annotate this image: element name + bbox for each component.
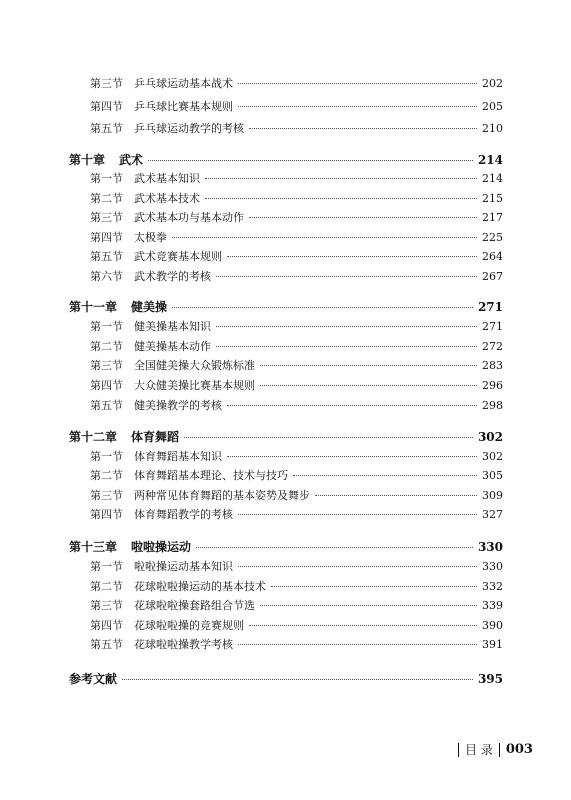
toc-entry-number: 第一节 xyxy=(90,320,123,333)
toc-entry-page: 205 xyxy=(482,100,503,113)
dot-leader xyxy=(205,178,477,179)
toc-entry-page: 214 xyxy=(477,153,503,167)
toc-entry-number: 第四节 xyxy=(90,100,123,113)
dot-leader xyxy=(216,346,477,347)
toc-section xyxy=(90,338,503,354)
page-footer xyxy=(452,741,533,758)
toc-entry-number: 第十章 xyxy=(69,153,106,167)
toc-chapter xyxy=(69,151,503,168)
dot-leader xyxy=(249,625,477,626)
toc-entry-page: 264 xyxy=(482,250,503,263)
dot-leader xyxy=(184,437,473,438)
toc-entry-title: 健美操教学的考核 xyxy=(134,399,222,412)
toc-references xyxy=(69,670,503,687)
dot-leader xyxy=(172,237,477,238)
toc-entry-title: 花球啦啦操运动的基本技术 xyxy=(134,580,266,593)
toc-section xyxy=(90,506,503,522)
toc-entry-number: 第二节 xyxy=(90,340,123,353)
toc-entry-number: 第一节 xyxy=(90,172,123,185)
toc-entry-number: 第四节 xyxy=(90,508,123,521)
toc-chapter xyxy=(69,428,503,445)
toc-entry-title: 乒乓球比赛基本规则 xyxy=(134,100,233,113)
toc-entry-title: 乒乓球运动基本战术 xyxy=(134,77,233,90)
toc-entry-number: 第五节 xyxy=(90,399,123,412)
toc-section xyxy=(90,448,503,464)
toc-section xyxy=(90,578,503,594)
toc-chapter xyxy=(69,538,503,555)
dot-leader xyxy=(122,679,473,680)
toc-entry-title: 健美操基本知识 xyxy=(134,320,211,333)
toc-entry-number: 第二节 xyxy=(90,580,123,593)
toc-entry-page: 330 xyxy=(477,540,503,554)
toc-entry-page: 272 xyxy=(482,340,503,353)
footer-page-number: 003 xyxy=(505,742,533,757)
toc-entry-page: 267 xyxy=(482,270,503,283)
toc-entry-title: 武术教学的考核 xyxy=(134,270,211,283)
toc-section xyxy=(90,209,503,225)
toc-entry-number: 第三节 xyxy=(90,599,123,612)
toc-entry-title: 武术基本技术 xyxy=(134,192,200,205)
toc-section xyxy=(90,597,503,613)
toc-entry-page: 298 xyxy=(482,399,503,412)
toc-entry-title: 体育舞蹈 xyxy=(131,430,180,444)
dot-leader xyxy=(148,160,473,161)
footer-label: 目 录 xyxy=(465,743,493,757)
toc-entry-page: 296 xyxy=(482,379,503,392)
toc-entry-number: 第五节 xyxy=(90,638,123,651)
toc-entry-number: 第五节 xyxy=(90,250,123,263)
dot-leader xyxy=(205,198,477,199)
toc-entry-title: 武术竞赛基本规则 xyxy=(134,250,222,263)
dot-leader xyxy=(238,106,477,107)
toc-entry-title: 体育舞蹈基本知识 xyxy=(134,450,222,463)
toc-entry-title: 体育舞蹈教学的考核 xyxy=(134,508,233,521)
toc-entry-page: 214 xyxy=(482,172,503,185)
dot-leader xyxy=(271,586,477,587)
toc-section xyxy=(90,318,503,334)
dot-leader xyxy=(238,514,477,515)
dot-leader xyxy=(238,566,477,567)
dot-leader xyxy=(260,365,477,366)
toc-section xyxy=(90,170,503,186)
dot-leader xyxy=(172,307,473,308)
toc-entry-page: 305 xyxy=(482,469,503,482)
toc-entry-title: 参考文献 xyxy=(69,672,118,686)
toc-entry-number: 第十一章 xyxy=(69,300,118,314)
toc-section xyxy=(90,190,503,206)
toc-entry-page: 390 xyxy=(482,619,503,632)
toc-section xyxy=(90,98,503,114)
toc-section xyxy=(90,636,503,652)
toc-entry-title: 花球啦啦操套路组合节选 xyxy=(134,599,255,612)
toc-entry-page: 271 xyxy=(477,300,503,314)
toc-entry-title: 大众健美操比赛基本规则 xyxy=(134,379,255,392)
toc-entry-title: 花球啦啦操教学考核 xyxy=(134,638,233,651)
toc-section xyxy=(90,397,503,413)
toc-entry-page: 391 xyxy=(482,638,503,651)
toc-entry-page: 330 xyxy=(482,560,503,573)
dot-leader xyxy=(196,547,473,548)
toc-entry-number: 第三节 xyxy=(90,77,123,90)
toc-entry-number: 第五节 xyxy=(90,122,123,135)
dot-leader xyxy=(293,475,477,476)
toc-entry-page: 202 xyxy=(482,77,503,90)
dot-leader xyxy=(260,385,477,386)
toc-entry-number: 第四节 xyxy=(90,619,123,632)
toc-section xyxy=(90,467,503,483)
toc-entry-title: 健美操基本动作 xyxy=(134,340,211,353)
toc-entry-title: 啦啦操运动 xyxy=(131,540,192,554)
dot-leader xyxy=(227,456,477,457)
dot-leader xyxy=(249,128,477,129)
toc-entry-page: 215 xyxy=(482,192,503,205)
toc-section xyxy=(90,75,503,91)
toc-section xyxy=(90,487,503,503)
toc-entry-title: 武术基本知识 xyxy=(134,172,200,185)
toc-entry-title: 全国健美操大众锻炼标准 xyxy=(134,359,255,372)
toc-section xyxy=(90,229,503,245)
toc-section xyxy=(90,377,503,393)
toc-entry-title: 啦啦操运动基本知识 xyxy=(134,560,233,573)
dot-leader xyxy=(249,217,477,218)
toc-entry-page: 332 xyxy=(482,580,503,593)
toc-entry-number: 第二节 xyxy=(90,469,123,482)
toc-entry-title: 体育舞蹈基本理论、技术与技巧 xyxy=(134,469,288,482)
dot-leader xyxy=(238,83,477,84)
toc-entry-page: 339 xyxy=(482,599,503,612)
toc-entry-page: 302 xyxy=(477,430,503,444)
toc-chapter xyxy=(69,298,503,315)
toc-entry-number: 第十二章 xyxy=(69,430,118,444)
dot-leader xyxy=(227,405,477,406)
toc-entry-number: 第四节 xyxy=(90,379,123,392)
toc-entry-number: 第一节 xyxy=(90,560,123,573)
toc-entry-page: 217 xyxy=(482,211,503,224)
toc-entry-page: 210 xyxy=(482,122,503,135)
dot-leader xyxy=(315,495,477,496)
toc-entry-page: 225 xyxy=(482,231,503,244)
toc-entry-number: 第二节 xyxy=(90,192,123,205)
toc-entry-number: 第六节 xyxy=(90,270,123,283)
dot-leader xyxy=(227,256,477,257)
toc-entry-page: 395 xyxy=(477,672,503,686)
toc-entry-page: 327 xyxy=(482,508,503,521)
toc-entry-number: 第三节 xyxy=(90,211,123,224)
toc-entry-number: 第一节 xyxy=(90,450,123,463)
toc-section xyxy=(90,558,503,574)
toc-entry-title: 太极拳 xyxy=(134,231,167,244)
dot-leader xyxy=(216,276,477,277)
toc-entry-title: 健美操 xyxy=(131,300,168,314)
dot-leader xyxy=(238,644,477,645)
toc-entry-number: 第四节 xyxy=(90,231,123,244)
dot-leader xyxy=(216,326,477,327)
footer-divider-right xyxy=(499,743,500,757)
toc-section xyxy=(90,268,503,284)
toc-entry-title: 花球啦啦操的竞赛规则 xyxy=(134,619,244,632)
toc-section xyxy=(90,617,503,633)
toc-section xyxy=(90,248,503,264)
toc-entry-page: 309 xyxy=(482,489,503,502)
toc-section xyxy=(90,357,503,373)
toc-entry-title: 两种常见体育舞蹈的基本姿势及舞步 xyxy=(134,489,310,502)
toc-entry-page: 271 xyxy=(482,320,503,333)
toc-entry-page: 283 xyxy=(482,359,503,372)
toc-entry-number: 第三节 xyxy=(90,359,123,372)
toc-entry-number: 第三节 xyxy=(90,489,123,502)
toc-entry-title: 乒乓球运动教学的考核 xyxy=(134,122,244,135)
dot-leader xyxy=(260,605,477,606)
toc-entry-page: 302 xyxy=(482,450,503,463)
toc-entry-title: 武术基本功与基本动作 xyxy=(134,211,244,224)
footer-divider-left xyxy=(458,743,459,757)
toc-entry-title: 武术 xyxy=(119,153,144,167)
toc-entry-number: 第十三章 xyxy=(69,540,118,554)
toc-section xyxy=(90,120,503,136)
